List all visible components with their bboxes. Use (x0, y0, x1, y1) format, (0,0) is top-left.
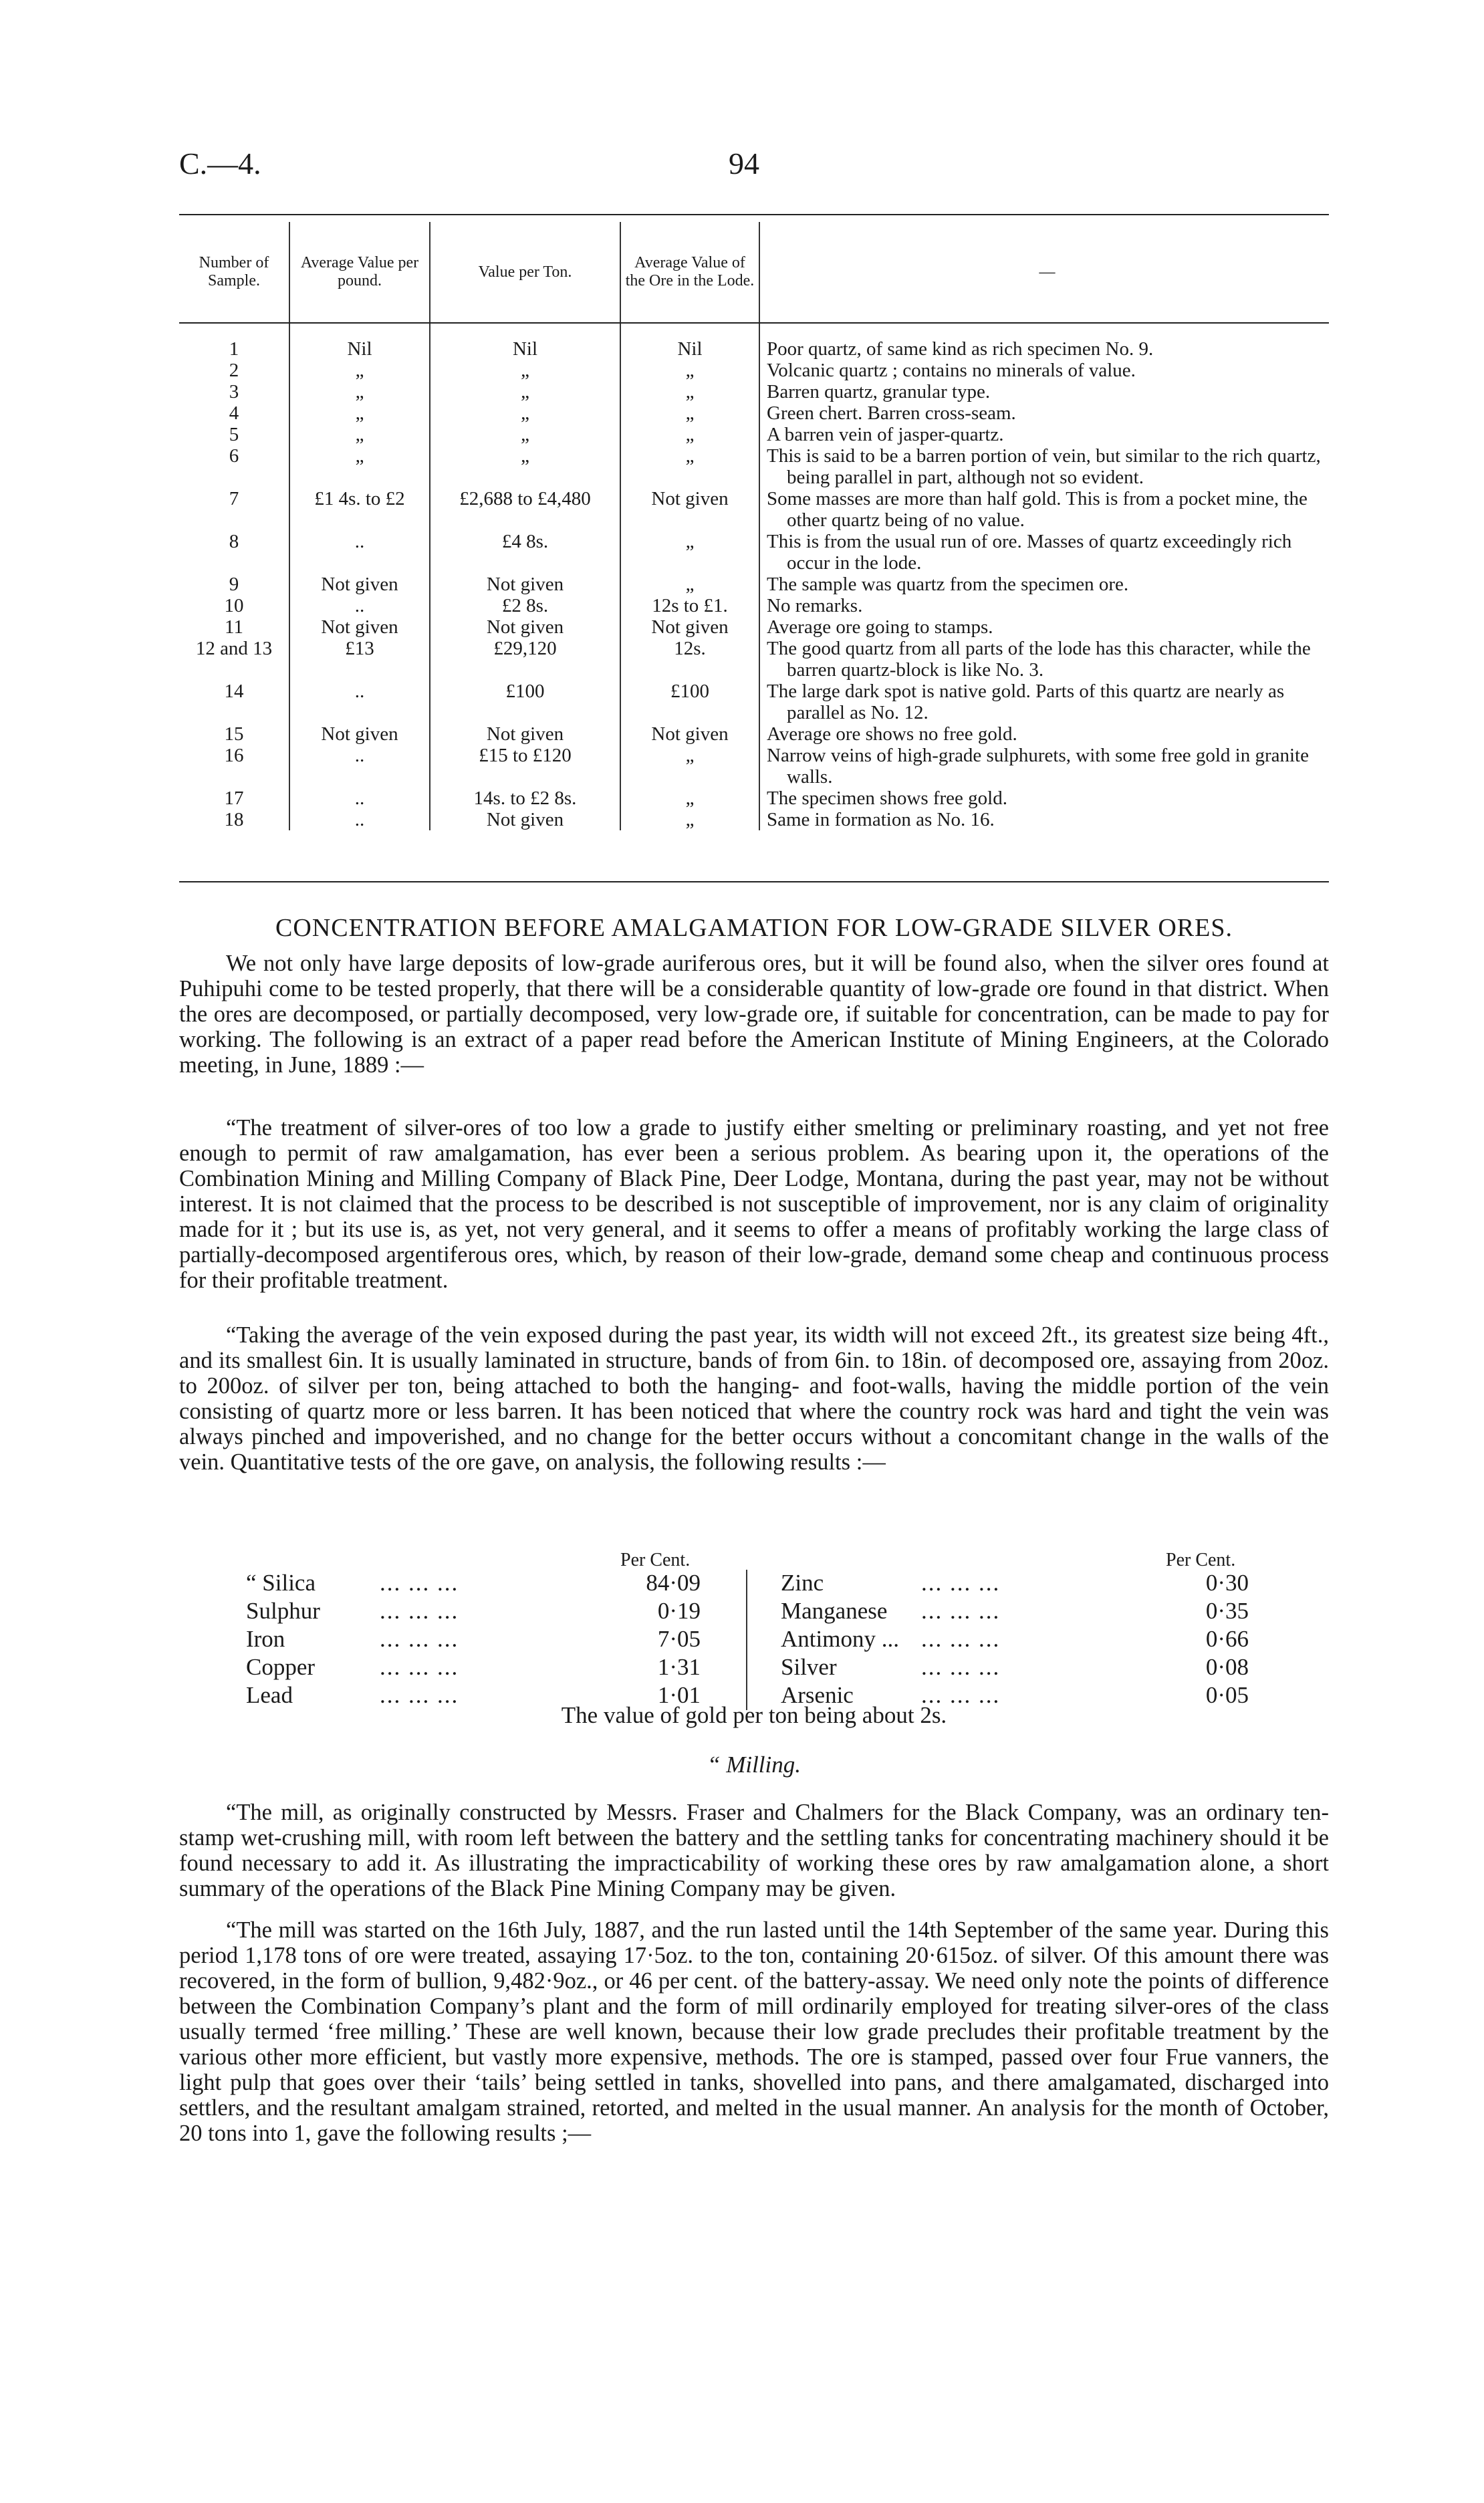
table-row (179, 424, 1329, 445)
table-row (179, 381, 1329, 402)
element-percent: 0·35 (1205, 1598, 1249, 1624)
leader-dots: ... ... ... (380, 1654, 459, 1680)
section-title: CONCENTRATION BEFORE AMALGAMATION FOR LOW-GRADE SILVER ORES. (275, 914, 1233, 942)
table-row (179, 488, 1329, 531)
value-per-ton: „ (430, 381, 620, 402)
table-row (179, 323, 1329, 360)
value-per-ton: £15 to £120 (430, 745, 620, 788)
value-per-ton: £2 8s. (430, 595, 620, 616)
element-name: Sulphur (246, 1598, 320, 1624)
value-per-pound: „ (289, 381, 430, 402)
samples-header-row (179, 222, 1329, 323)
value-per-ton: £2,688 to £4,480 (430, 488, 620, 531)
remarks: No remarks. (767, 595, 863, 616)
remarks: Average ore going to stamps. (767, 616, 993, 638)
element-name: Lead (246, 1682, 293, 1708)
table-row (179, 745, 1329, 788)
value-per-pound: „ (289, 445, 430, 488)
value-per-ton: £4 8s. (430, 531, 620, 574)
element-name: Iron (246, 1626, 285, 1652)
paragraph-vein: “Taking the average of the vein exposed during the past year, its width will not exceed 2ft., its greatest size being 4ft., and its smallest 6in. It is usually laminated in structure, bands of from 6in. to 18in. of decomposed ore, assaying from 20oz. to 200oz. of silver per ton, being attached to both the hanging- and foot-walls, having the middle portion of the vein consisting of quartz more or less barren. It has been noticed that where the country rock was hard and tight the vein was always pinched and impoverished, and no change for the better occurs without a concomitant change in the walls of the vein. Quantitative tests of the ore gave, on analysis, the following results :— (179, 1322, 1329, 1475)
lode-value: „ (620, 809, 759, 830)
element-percent: 7·05 (657, 1626, 701, 1652)
lode-value: £100 (620, 681, 759, 723)
value-per-pound: Nil (289, 323, 430, 360)
lode-value: „ (620, 531, 759, 574)
table-row (179, 531, 1329, 574)
sample-number: 7 (179, 488, 289, 531)
value-per-ton: Not given (430, 723, 620, 745)
remarks: Some masses are more than half gold. This is from a pocket mine, the other quartz being of no value. (767, 488, 1308, 531)
lode-value: 12s. (620, 638, 759, 681)
document-code: C.—4. (179, 146, 261, 181)
leader-dots: ... ... ... (380, 1682, 459, 1708)
table-row (179, 445, 1329, 488)
col-header-per-pound: Average Value per pound. (289, 222, 430, 323)
element-name: Antimony ... (781, 1626, 899, 1652)
remarks: Volcanic quartz ; contains no minerals of value. (767, 360, 1136, 381)
paragraph-intro: We not only have large deposits of low-grade auriferous ores, but it will be found also, when the silver ores found at Puhipuhi come to be tested properly, that there will be a considerable quantity of low-grade ore found in that district. When the ores are decomposed, or partially decomposed, very low-grade ore, if suitable for concentration, can be made to pay for working. The following is an extract of a paper read before the American Institute of Mining Engineers, at the Colorado meeting, in June, 1889 :— (179, 951, 1329, 1078)
lode-value: Not given (620, 723, 759, 745)
remarks: The large dark spot is native gold. Parts of this quartz are nearly as parallel as No. 12. (767, 681, 1285, 723)
value-per-ton: Nil (430, 323, 620, 360)
sample-number: 1 (179, 323, 289, 360)
lode-value: „ (620, 788, 759, 809)
value-per-ton: £29,120 (430, 638, 620, 681)
value-per-ton: 14s. to £2 8s. (430, 788, 620, 809)
lode-value: „ (620, 574, 759, 595)
table-row (179, 723, 1329, 745)
lode-value: „ (620, 402, 759, 424)
sample-number: 11 (179, 616, 289, 638)
value-per-pound: „ (289, 360, 430, 381)
lode-value: „ (620, 745, 759, 788)
value-per-pound: „ (289, 424, 430, 445)
table-row (179, 402, 1329, 424)
value-per-pound: Not given (289, 723, 430, 745)
value-per-ton: Not given (430, 574, 620, 595)
value-per-ton: Not given (430, 809, 620, 830)
table-bottom-rule (179, 881, 1329, 882)
table-row (179, 809, 1329, 830)
remarks: Narrow veins of high-grade sulphurets, with some free gold in granite walls. (767, 745, 1309, 788)
page-number: 94 (729, 146, 759, 181)
col-header-lode: Average Value of the Ore in the Lode. (620, 222, 759, 323)
table-row (179, 574, 1329, 595)
table-row (179, 638, 1329, 681)
sample-number: 5 (179, 424, 289, 445)
value-per-ton: Not given (430, 616, 620, 638)
per-cent-label-right: Per Cent. (1166, 1550, 1236, 1570)
col-header-sample: Number of Sample. (179, 222, 289, 323)
lode-value: „ (620, 381, 759, 402)
value-per-pound: .. (289, 745, 430, 788)
lode-value: „ (620, 424, 759, 445)
table-row (179, 616, 1329, 638)
element-name: “ Silica (246, 1570, 316, 1596)
value-per-ton: „ (430, 424, 620, 445)
sample-number: 18 (179, 809, 289, 830)
value-per-pound: .. (289, 788, 430, 809)
table-row (179, 788, 1329, 809)
sample-number: 15 (179, 723, 289, 745)
analysis-row (179, 1654, 1329, 1682)
element-percent: 0·05 (1205, 1682, 1249, 1708)
gold-value-note: The value of gold per ton being about 2s. (561, 1702, 947, 1728)
paragraph-treatment: “The treatment of silver-ores of too low a grade to justify either smelting or preliminary roasting, and yet not free enough to permit of raw amalgamation, has ever been a serious problem. As bearing upon it, the operations of the Combination Mining and Milling Company of Black Pine, Deer Lodge, Montana, during the past year, may not be without interest. It is not claimed that the process to be described is not susceptible of improvement, nor is any claim of originality made for it ; but its use is, as yet, not very general, and it seems to offer a means of profitably working the large class of partially-decomposed argentiferous ores, which, by reason of their low-grade, demand some cheap and continuous process for their profitable treatment. (179, 1115, 1329, 1293)
element-name: Zinc (781, 1570, 824, 1596)
remarks: Green chert. Barren cross-seam. (767, 402, 1016, 424)
analysis-row (179, 1570, 1329, 1598)
leader-dots: ... ... ... (921, 1682, 1001, 1708)
leader-dots: ... ... ... (921, 1598, 1001, 1624)
element-name: Silver (781, 1654, 837, 1680)
element-percent: 0·66 (1205, 1626, 1249, 1652)
element-percent: 0·19 (657, 1598, 701, 1624)
leader-dots: ... ... ... (380, 1570, 459, 1596)
lode-value: „ (620, 360, 759, 381)
value-per-ton: „ (430, 445, 620, 488)
samples-body (179, 323, 1329, 830)
value-per-pound: .. (289, 809, 430, 830)
value-per-pound: .. (289, 531, 430, 574)
remarks: This is from the usual run of ore. Masses of quartz exceedingly rich occur in the lode. (767, 531, 1292, 574)
table-row (179, 360, 1329, 381)
sample-number: 8 (179, 531, 289, 574)
remarks: The sample was quartz from the specimen ore. (767, 574, 1129, 595)
sample-number: 9 (179, 574, 289, 595)
milling-heading: “ Milling. (707, 1752, 801, 1778)
remarks: The good quartz from all parts of the lode has this character, while the barren quartz-block is like No. 3. (767, 638, 1311, 681)
remarks: The specimen shows free gold. (767, 788, 1007, 809)
value-per-pound: £1 4s. to £2 (289, 488, 430, 531)
element-percent: 84·09 (646, 1570, 701, 1596)
sample-number: 12 and 13 (179, 638, 289, 681)
element-name: Arsenic (781, 1682, 854, 1708)
value-per-ton: „ (430, 402, 620, 424)
value-per-pound: „ (289, 402, 430, 424)
value-per-pound: .. (289, 681, 430, 723)
leader-dots: ... ... ... (921, 1626, 1001, 1652)
sample-number: 14 (179, 681, 289, 723)
element-percent: 0·08 (1205, 1654, 1249, 1680)
col-header-per-ton: Value per Ton. (430, 222, 620, 323)
remarks: Poor quartz, of same kind as rich specimen No. 9. (767, 338, 1154, 360)
col-header-remarks: — (759, 222, 1329, 323)
element-name: Copper (246, 1654, 316, 1680)
analysis-row (179, 1626, 1329, 1654)
sample-number: 2 (179, 360, 289, 381)
value-per-pound: .. (289, 595, 430, 616)
sample-number: 4 (179, 402, 289, 424)
value-per-pound: Not given (289, 574, 430, 595)
sample-number: 16 (179, 745, 289, 788)
remarks: Average ore shows no free gold. (767, 723, 1017, 745)
lode-value: „ (620, 445, 759, 488)
remarks: A barren vein of jasper-quartz. (767, 424, 1004, 445)
element-percent: 1·31 (657, 1654, 701, 1680)
lode-value: Not given (620, 616, 759, 638)
leader-dots: ... ... ... (380, 1626, 459, 1652)
lode-value: Not given (620, 488, 759, 531)
sample-number: 3 (179, 381, 289, 402)
lode-value: 12s to £1. (620, 595, 759, 616)
paragraph-run: “The mill was started on the 16th July, 1887, and the run lasted until the 14th September of the same year. During this period 1,178 tons of ore were treated, assaying 17·5oz. to the ton, containing 20·615oz. of silver. Of this amount there was recovered, in the form of bullion, 9,482·9oz., or 46 per cent. of the battery-assay. We need only note the points of difference between the Combination Company’s plant and the form of mill ordinarily employed for treating silver-ores of the class usually termed ‘free milling.’ These are well known, because their low grade precludes their profitable treatment by the various other more efficient, but vastly more expensive, methods. The ore is stamped, passed over four Frue vanners, the light pulp that goes over their ‘tails’ being settled in tanks, shovelled into pans, and there amalgamated, discharged into settlers, and the resultant amalgam strained, retorted, and melted in the usual manner. An analysis for the month of October, 20 tons into 1, gave the following results ;— (179, 1917, 1329, 2146)
leader-dots: ... ... ... (380, 1598, 459, 1624)
samples-table (179, 222, 1329, 830)
value-per-pound: Not given (289, 616, 430, 638)
element-percent: 0·30 (1205, 1570, 1249, 1596)
per-cent-label-left: Per Cent. (620, 1550, 691, 1570)
remarks: Same in formation as No. 16. (767, 809, 995, 830)
value-per-ton: „ (430, 360, 620, 381)
leader-dots: ... ... ... (921, 1570, 1001, 1596)
lode-value: Nil (620, 323, 759, 360)
paragraph-mill: “The mill, as originally constructed by Messrs. Fraser and Chalmers for the Black Company, was an ordinary ten-stamp wet-crushing mill, with room left between the battery and the settling tanks for concentrating machinery should it be found necessary to add it. As illustrating the impracticability of working these ores by raw amalgamation alone, a short summary of the operations of the Black Pine Mining Company may be given. (179, 1800, 1329, 1901)
table-row (179, 681, 1329, 723)
element-name: Manganese (781, 1598, 888, 1624)
element-percent: 1·01 (657, 1682, 701, 1708)
sample-number: 10 (179, 595, 289, 616)
remarks: This is said to be a barren portion of vein, but similar to the rich quartz, being parallel in part, although not so evident. (767, 445, 1321, 488)
sample-number: 17 (179, 788, 289, 809)
leader-dots: ... ... ... (921, 1654, 1001, 1680)
table-row (179, 595, 1329, 616)
value-per-pound: £13 (289, 638, 430, 681)
sample-number: 6 (179, 445, 289, 488)
header-rule (179, 214, 1329, 215)
value-per-ton: £100 (430, 681, 620, 723)
remarks: Barren quartz, granular type. (767, 381, 991, 402)
analysis-row (179, 1598, 1329, 1626)
